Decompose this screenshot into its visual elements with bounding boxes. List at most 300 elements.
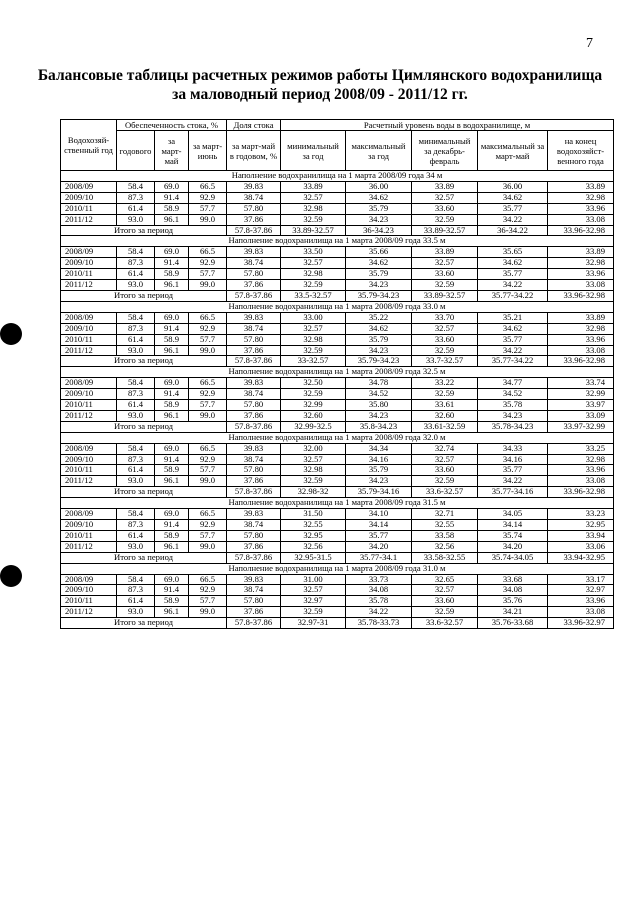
section-row [61, 432, 614, 443]
table-cell: 91.4 [155, 454, 189, 465]
table-cell: 57.7 [189, 530, 227, 541]
total-cell: 57.8-37.86 [227, 618, 281, 629]
table-cell: 61.4 [117, 269, 155, 280]
table-cell: 2010/11 [61, 596, 117, 607]
table-cell: 2008/09 [61, 181, 117, 192]
table-cell: 34.23 [346, 214, 412, 225]
table-row [61, 312, 614, 323]
table-cell: 33.68 [478, 574, 548, 585]
table-cell: 87.3 [117, 389, 155, 400]
table-cell: 99.0 [189, 607, 227, 618]
table-cell: 57.80 [227, 203, 281, 214]
table-cell: 58.4 [117, 574, 155, 585]
table-cell: 96.1 [155, 280, 189, 291]
table-cell: 33.61 [412, 400, 478, 411]
total-cell: 57.8-37.86 [227, 290, 281, 301]
table-cell: 2010/11 [61, 203, 117, 214]
table-cell: 32.99 [281, 400, 346, 411]
table-cell: 96.1 [155, 541, 189, 552]
table-cell: 33.08 [548, 607, 614, 618]
table-cell: 35.21 [478, 312, 548, 323]
table-cell: 2009/10 [61, 323, 117, 334]
table-cell: 61.4 [117, 465, 155, 476]
table-cell: 93.0 [117, 476, 155, 487]
total-label: Итого за период [61, 225, 227, 236]
table-cell: 35.79 [346, 269, 412, 280]
table-cell: 34.62 [478, 192, 548, 203]
table-cell: 33.06 [548, 541, 614, 552]
total-cell: 33.96-32.98 [548, 225, 614, 236]
table-row [61, 454, 614, 465]
document-title [0, 66, 640, 104]
table-cell: 35.77 [478, 465, 548, 476]
table-cell: 96.1 [155, 410, 189, 421]
table-cell: 32.98 [281, 269, 346, 280]
table-cell: 36.00 [346, 181, 412, 192]
total-cell: 32.99-32.5 [281, 421, 346, 432]
table-cell: 99.0 [189, 541, 227, 552]
total-cell: 33.7-32.57 [412, 356, 478, 367]
table-cell: 32.59 [412, 214, 478, 225]
table-cell: 33.00 [281, 312, 346, 323]
table-cell: 91.4 [155, 520, 189, 531]
total-cell: 57.8-37.86 [227, 225, 281, 236]
table-cell: 34.20 [346, 541, 412, 552]
table-cell: 34.14 [346, 520, 412, 531]
total-row [61, 225, 614, 236]
table-cell: 99.0 [189, 410, 227, 421]
table-row [61, 389, 614, 400]
table-cell: 34.22 [478, 214, 548, 225]
table-cell: 32.98 [548, 258, 614, 269]
total-cell: 57.8-37.86 [227, 487, 281, 498]
table-cell: 35.77 [478, 203, 548, 214]
table-cell: 58.4 [117, 312, 155, 323]
table-cell: 39.83 [227, 312, 281, 323]
table-row [61, 247, 614, 258]
table-cell: 35.77 [478, 269, 548, 280]
total-cell: 33.96-32.98 [548, 290, 614, 301]
table-cell: 92.9 [189, 454, 227, 465]
table-cell: 38.74 [227, 258, 281, 269]
table-cell: 32.56 [281, 541, 346, 552]
total-cell: 33.96-32.98 [548, 356, 614, 367]
total-cell: 33.89-32.57 [412, 225, 478, 236]
table-cell: 33.17 [548, 574, 614, 585]
table-cell: 34.14 [478, 520, 548, 531]
total-row [61, 290, 614, 301]
section-title: Наполнение водохранилища на 1 марта 2008/09 года 33.5 м [61, 236, 614, 247]
table-cell: 31.00 [281, 574, 346, 585]
table-cell: 35.79 [346, 465, 412, 476]
table-row [61, 410, 614, 421]
table-cell: 2010/11 [61, 334, 117, 345]
table-cell: 58.9 [155, 596, 189, 607]
table-cell: 2011/12 [61, 214, 117, 225]
table-cell: 32.59 [412, 607, 478, 618]
header-mar-jun: за март-июнь [189, 131, 227, 171]
section-title: Наполнение водохранилища на 1 марта 2008/09 года 32.5 м [61, 367, 614, 378]
section-title: Наполнение водохранилища на 1 марта 2008/09 года 31.5 м [61, 498, 614, 509]
table-cell: 34.08 [346, 585, 412, 596]
table-cell: 57.80 [227, 530, 281, 541]
total-label: Итого за период [61, 290, 227, 301]
table-cell: 2010/11 [61, 530, 117, 541]
total-cell: 33.5-32.57 [281, 290, 346, 301]
table-cell: 69.0 [155, 378, 189, 389]
table-cell: 2008/09 [61, 574, 117, 585]
table-cell: 34.34 [346, 443, 412, 454]
table-cell: 66.5 [189, 509, 227, 520]
table-cell: 35.78 [478, 400, 548, 411]
table-cell: 33.96 [548, 203, 614, 214]
table-row [61, 334, 614, 345]
balance-table [60, 119, 614, 629]
table-cell: 32.55 [412, 520, 478, 531]
table-cell: 32.57 [412, 323, 478, 334]
punch-hole-lower [0, 565, 22, 587]
header-min-dec-feb: минимальный за декабрь-февраль [412, 131, 478, 171]
table-cell: 32.71 [412, 509, 478, 520]
table-cell: 87.3 [117, 585, 155, 596]
table-cell: 34.52 [346, 389, 412, 400]
total-label: Итого за период [61, 421, 227, 432]
table-cell: 58.4 [117, 443, 155, 454]
table-cell: 2009/10 [61, 258, 117, 269]
table-cell: 32.57 [412, 454, 478, 465]
total-cell: 35.77-34.16 [478, 487, 548, 498]
table-cell: 32.65 [412, 574, 478, 585]
table-cell: 33.60 [412, 334, 478, 345]
table-cell: 33.58 [412, 530, 478, 541]
total-cell: 32.98-32 [281, 487, 346, 498]
total-cell: 33.6-32.57 [412, 487, 478, 498]
table-cell: 35.79 [346, 334, 412, 345]
table-cell: 32.59 [412, 389, 478, 400]
table-cell: 32.97 [548, 585, 614, 596]
table-cell: 69.0 [155, 247, 189, 258]
table-cell: 32.98 [281, 334, 346, 345]
section-row [61, 171, 614, 182]
table-cell: 96.1 [155, 214, 189, 225]
table-cell: 34.23 [346, 280, 412, 291]
table-cell: 99.0 [189, 345, 227, 356]
table-cell: 32.57 [281, 192, 346, 203]
table-cell: 33.96 [548, 269, 614, 280]
table-row [61, 530, 614, 541]
total-cell: 35.74-34.05 [478, 552, 548, 563]
header-annual: годового [117, 131, 155, 171]
table-cell: 2011/12 [61, 410, 117, 421]
table-row [61, 509, 614, 520]
table-cell: 33.08 [548, 280, 614, 291]
total-row [61, 618, 614, 629]
table-cell: 38.74 [227, 454, 281, 465]
table-cell: 35.77 [478, 334, 548, 345]
table-cell: 93.0 [117, 410, 155, 421]
table-cell: 33.89 [548, 247, 614, 258]
header-share-group: Доля стока [227, 120, 281, 131]
table-cell: 61.4 [117, 530, 155, 541]
table-cell: 35.79 [346, 203, 412, 214]
table-cell: 58.4 [117, 247, 155, 258]
table-cell: 34.10 [346, 509, 412, 520]
table-cell: 34.33 [478, 443, 548, 454]
total-cell: 33.89-32.57 [412, 290, 478, 301]
table-cell: 32.55 [281, 520, 346, 531]
table-cell: 32.59 [281, 280, 346, 291]
total-row [61, 487, 614, 498]
table-row [61, 258, 614, 269]
total-cell: 35.78-33.73 [346, 618, 412, 629]
table-cell: 91.4 [155, 389, 189, 400]
table-cell: 2010/11 [61, 400, 117, 411]
table-cell: 96.1 [155, 345, 189, 356]
table-row [61, 400, 614, 411]
table-cell: 38.74 [227, 192, 281, 203]
table-cell: 2011/12 [61, 345, 117, 356]
table-cell: 39.83 [227, 509, 281, 520]
table-row [61, 520, 614, 531]
table-cell: 58.9 [155, 400, 189, 411]
table-cell: 57.80 [227, 334, 281, 345]
total-cell: 35.77-34.22 [478, 356, 548, 367]
table-cell: 34.62 [478, 258, 548, 269]
table-cell: 2010/11 [61, 465, 117, 476]
table-cell: 93.0 [117, 607, 155, 618]
table-cell: 58.9 [155, 465, 189, 476]
table-cell: 33.96 [548, 465, 614, 476]
table-cell: 32.59 [281, 214, 346, 225]
total-cell: 33.58-32.55 [412, 552, 478, 563]
table-cell: 32.50 [281, 378, 346, 389]
total-cell: 33.96-32.98 [548, 487, 614, 498]
total-cell: 35.79-34.23 [346, 356, 412, 367]
section-title: Наполнение водохранилища на 1 марта 2008/09 года 31.0 м [61, 563, 614, 574]
table-cell: 35.66 [346, 247, 412, 258]
table-cell: 66.5 [189, 247, 227, 258]
table-cell: 37.86 [227, 541, 281, 552]
total-cell: 35.79-34.23 [346, 290, 412, 301]
table-cell: 37.86 [227, 214, 281, 225]
table-cell: 2008/09 [61, 509, 117, 520]
table-cell: 35.65 [478, 247, 548, 258]
table-cell: 32.59 [281, 607, 346, 618]
table-cell: 35.74 [478, 530, 548, 541]
table-cell: 39.83 [227, 443, 281, 454]
table-cell: 33.89 [412, 247, 478, 258]
table-cell: 2010/11 [61, 269, 117, 280]
table-cell: 33.60 [412, 203, 478, 214]
table-cell: 38.74 [227, 585, 281, 596]
table-cell: 36.00 [478, 181, 548, 192]
table-cell: 34.62 [346, 323, 412, 334]
table-cell: 34.78 [346, 378, 412, 389]
table-cell: 32.57 [281, 258, 346, 269]
table-cell: 2008/09 [61, 247, 117, 258]
table-cell: 33.25 [548, 443, 614, 454]
table-cell: 2009/10 [61, 389, 117, 400]
total-cell: 33.97-32.99 [548, 421, 614, 432]
total-cell: 35.79-34.16 [346, 487, 412, 498]
table-cell: 33.89 [548, 181, 614, 192]
table-cell: 33.60 [412, 596, 478, 607]
table-cell: 93.0 [117, 541, 155, 552]
table-cell: 57.80 [227, 465, 281, 476]
table-cell: 57.7 [189, 203, 227, 214]
table-cell: 93.0 [117, 280, 155, 291]
table-cell: 33.08 [548, 476, 614, 487]
table-cell: 34.77 [478, 378, 548, 389]
table-cell: 61.4 [117, 334, 155, 345]
table-cell: 35.77 [346, 530, 412, 541]
table-cell: 92.9 [189, 258, 227, 269]
table-cell: 31.50 [281, 509, 346, 520]
total-row [61, 552, 614, 563]
table-row [61, 596, 614, 607]
table-cell: 92.9 [189, 192, 227, 203]
table-cell: 33.09 [548, 410, 614, 421]
table-cell: 35.76 [478, 596, 548, 607]
total-cell: 33-32.57 [281, 356, 346, 367]
table-cell: 32.98 [548, 192, 614, 203]
total-cell: 33.96-32.97 [548, 618, 614, 629]
table-cell: 93.0 [117, 214, 155, 225]
table-cell: 35.80 [346, 400, 412, 411]
table-cell: 32.97 [281, 596, 346, 607]
header-end-year: на конец водохозяйст-венного года [548, 131, 614, 171]
table-cell: 57.80 [227, 400, 281, 411]
table-cell: 32.99 [548, 389, 614, 400]
title-line-1: Балансовые таблицы расчетных режимов работы Цимлянского водохранилища [37, 67, 603, 84]
table-cell: 2011/12 [61, 280, 117, 291]
table-cell: 33.23 [548, 509, 614, 520]
table-cell: 33.50 [281, 247, 346, 258]
total-cell: 35.76-33.68 [478, 618, 548, 629]
table-cell: 33.74 [548, 378, 614, 389]
table-row [61, 203, 614, 214]
table-cell: 34.22 [478, 280, 548, 291]
table-cell: 34.21 [478, 607, 548, 618]
total-label: Итого за период [61, 552, 227, 563]
table-cell: 32.74 [412, 443, 478, 454]
total-cell: 33.61-32.59 [412, 421, 478, 432]
table-cell: 69.0 [155, 574, 189, 585]
table-cell: 33.89 [548, 312, 614, 323]
table-row [61, 476, 614, 487]
table-cell: 93.0 [117, 345, 155, 356]
table-row [61, 192, 614, 203]
total-cell: 35.8-34.23 [346, 421, 412, 432]
header-levels-group: Расчетный уровень воды в водохранилище, м [281, 120, 614, 131]
table-cell: 32.59 [412, 345, 478, 356]
table-cell: 32.59 [281, 476, 346, 487]
header-supply-group: Обеспеченность стока, % [117, 120, 227, 131]
table-cell: 96.1 [155, 476, 189, 487]
total-cell: 32.97-31 [281, 618, 346, 629]
total-cell: 32.95-31.5 [281, 552, 346, 563]
section-row [61, 498, 614, 509]
table-cell: 2009/10 [61, 585, 117, 596]
total-cell: 57.8-37.86 [227, 356, 281, 367]
table-cell: 99.0 [189, 280, 227, 291]
table-cell: 69.0 [155, 509, 189, 520]
table-cell: 87.3 [117, 192, 155, 203]
table-cell: 58.4 [117, 378, 155, 389]
table-cell: 33.94 [548, 530, 614, 541]
table-cell: 57.7 [189, 334, 227, 345]
table-cell: 33.97 [548, 400, 614, 411]
table-cell: 2011/12 [61, 541, 117, 552]
table-cell: 33.60 [412, 269, 478, 280]
table-cell: 2011/12 [61, 607, 117, 618]
table-cell: 33.89 [281, 181, 346, 192]
punch-hole-upper [0, 323, 22, 345]
table-header [61, 120, 614, 171]
table-row [61, 345, 614, 356]
table-cell: 37.86 [227, 410, 281, 421]
table-cell: 32.57 [412, 585, 478, 596]
table-cell: 33.73 [346, 574, 412, 585]
table-cell: 69.0 [155, 181, 189, 192]
table-cell: 32.98 [548, 454, 614, 465]
table-cell: 87.3 [117, 454, 155, 465]
table-row [61, 323, 614, 334]
table-cell: 33.60 [412, 465, 478, 476]
header-mar-may: за март-май [155, 131, 189, 171]
total-cell: 36-34.23 [346, 225, 412, 236]
table-cell: 92.9 [189, 323, 227, 334]
table-cell: 39.83 [227, 378, 281, 389]
table-cell: 57.80 [227, 269, 281, 280]
table-cell: 34.22 [478, 345, 548, 356]
table-cell: 2009/10 [61, 520, 117, 531]
title-line-2: за маловодный период 2008/09 - 2011/12 гг. [172, 86, 468, 103]
section-row [61, 301, 614, 312]
table-cell: 66.5 [189, 574, 227, 585]
header-water-year: Водохозяй-ственный год [61, 120, 117, 171]
table-cell: 57.7 [189, 465, 227, 476]
table-cell: 96.1 [155, 607, 189, 618]
table-cell: 39.83 [227, 574, 281, 585]
table-cell: 34.22 [478, 476, 548, 487]
table-cell: 32.57 [412, 258, 478, 269]
table-cell: 34.16 [346, 454, 412, 465]
section-row [61, 236, 614, 247]
table-cell: 66.5 [189, 181, 227, 192]
table-cell: 69.0 [155, 312, 189, 323]
table-row [61, 541, 614, 552]
table-cell: 57.7 [189, 596, 227, 607]
total-cell: 57.8-37.86 [227, 421, 281, 432]
table-cell: 58.9 [155, 530, 189, 541]
table-cell: 87.3 [117, 258, 155, 269]
table-cell: 32.57 [412, 192, 478, 203]
table-cell: 2009/10 [61, 454, 117, 465]
table-cell: 34.23 [478, 410, 548, 421]
table-cell: 39.83 [227, 181, 281, 192]
table-row [61, 280, 614, 291]
table-cell: 32.57 [281, 454, 346, 465]
table-cell: 34.62 [346, 258, 412, 269]
table-cell: 34.20 [478, 541, 548, 552]
table-cell: 66.5 [189, 378, 227, 389]
table-row [61, 585, 614, 596]
table-cell: 32.95 [281, 530, 346, 541]
total-row [61, 421, 614, 432]
table-cell: 34.23 [346, 410, 412, 421]
table-cell: 32.95 [548, 520, 614, 531]
